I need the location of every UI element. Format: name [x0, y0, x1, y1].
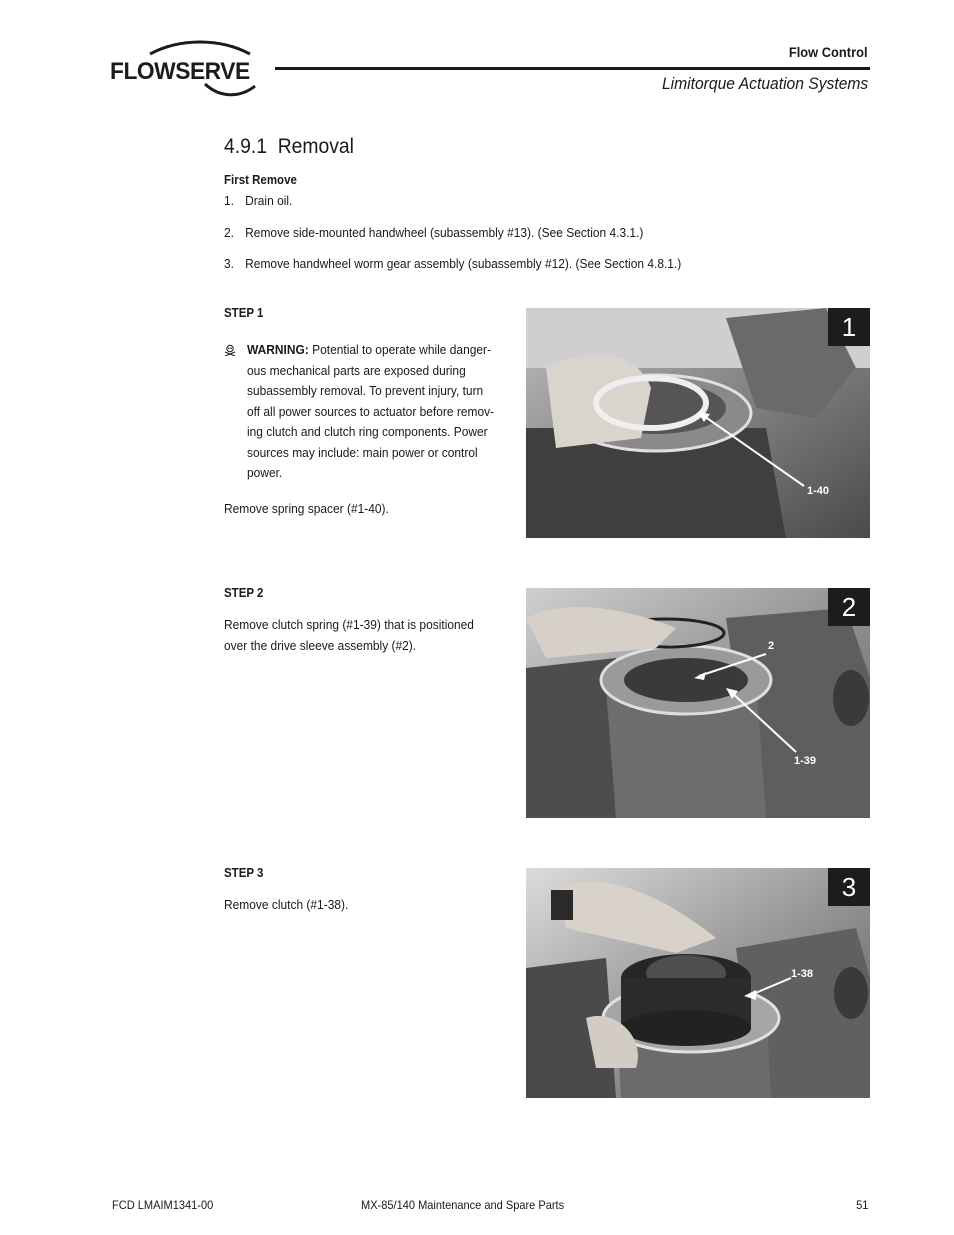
- step-1-label: STEP 1: [224, 306, 264, 320]
- callout-label: 1-38: [791, 968, 814, 980]
- list-item: 2. Remove side-mounted handwheel (subassembly #13). (See Section 4.3.1.): [224, 225, 644, 240]
- page-number: 51: [855, 1198, 868, 1212]
- flowserve-logo: [110, 40, 270, 100]
- section-title: 4.9.1 Removal: [224, 135, 354, 158]
- step-2-instruction: Remove clutch spring (#1-39) that is positioned over the drive sleeve assembly (#2).: [224, 617, 474, 653]
- figure-1-photo: [526, 308, 870, 538]
- header-rule: [275, 67, 870, 70]
- step-3-instruction: Remove clutch (#1-38).: [224, 897, 349, 912]
- list-item: 3. Remove handwheel worm gear assembly (subassembly #12). (See Section 4.8.1.): [224, 256, 682, 271]
- callout-label: 1-40: [807, 485, 830, 497]
- callout-label: 1-39: [794, 755, 817, 767]
- step-2-label: STEP 2: [224, 586, 264, 600]
- step-3-label: STEP 3: [224, 866, 264, 880]
- division-label: Flow Control: [789, 44, 868, 60]
- warning-text: WARNING: Potential to operate while danger- ous mechanical parts are exposed during subassembly removal. To prevent injury, turn off all power sources to actuator before remov- ing clutch and clutch ring components. Power sources may include: main power or control power.: [247, 342, 495, 480]
- figure-3-number: 3: [828, 868, 870, 906]
- header-subtitle: Limitorque Actuation Systems: [661, 74, 868, 93]
- logo-wordmark: FLOWSERVE: [110, 58, 250, 85]
- figure-2-photo: [526, 588, 870, 818]
- first-remove-label: First Remove: [224, 173, 297, 187]
- figure-2-number: 2: [828, 588, 870, 626]
- warning-label: WARNING:: [247, 342, 309, 357]
- footer-doc-code: FCD LMAIM1341-00: [112, 1198, 214, 1212]
- list-item: 1. Drain oil.: [224, 193, 293, 208]
- callout-label: 2: [768, 640, 775, 652]
- figure-3-photo: [526, 868, 870, 1098]
- step-1-instruction: Remove spring spacer (#1-40).: [224, 501, 389, 516]
- figure-1-number: 1: [828, 308, 870, 346]
- skull-warning-icon: [224, 344, 236, 356]
- footer-title: MX-85/140 Maintenance and Spare Parts: [361, 1198, 565, 1212]
